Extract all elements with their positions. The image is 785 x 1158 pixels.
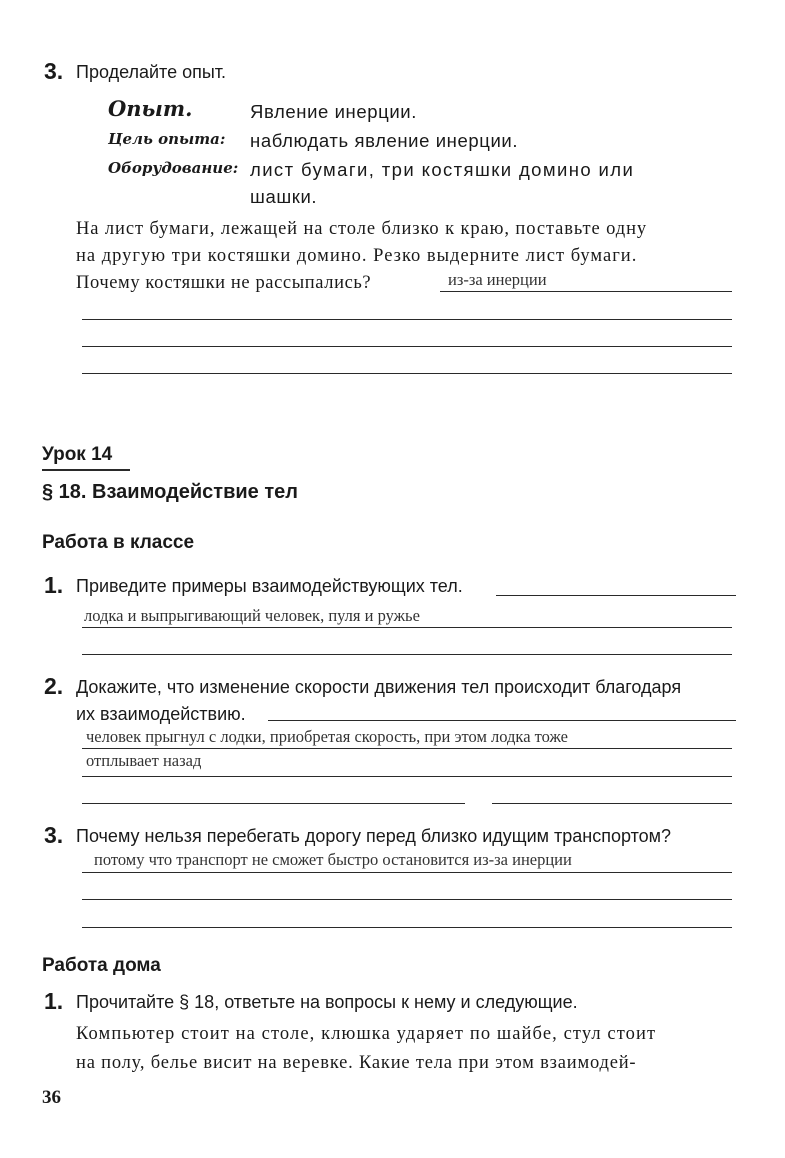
question-number: 2. bbox=[44, 673, 64, 699]
experiment-value: Явление инерции. bbox=[250, 101, 417, 122]
answer-line bbox=[268, 720, 736, 721]
answer-line bbox=[496, 595, 736, 596]
task-prompt: Проделайте опыт. bbox=[76, 62, 227, 82]
task-number: 3. bbox=[44, 58, 64, 84]
answer-line bbox=[82, 776, 732, 777]
answer-line bbox=[82, 927, 732, 928]
paragraph-line-3: Почему костяшки не рассыпались? bbox=[76, 273, 372, 293]
section-title: § 18. Взаимодействие тел bbox=[42, 481, 298, 503]
answer-line bbox=[82, 872, 732, 873]
question-text: Почему нельзя перебегать дорогу перед близко идущим транспортом? bbox=[76, 826, 672, 846]
page-number: 36 bbox=[42, 1087, 61, 1108]
equipment-label: Оборудование: bbox=[108, 159, 239, 177]
lesson-underline bbox=[42, 469, 130, 471]
answer-line bbox=[82, 319, 732, 320]
paragraph-line-1: На лист бумаги, лежащей на столе близко к краю, поставьте одну bbox=[76, 219, 648, 239]
answer-line bbox=[440, 291, 732, 292]
question-text-line-2: их взаимодействию. bbox=[76, 704, 246, 724]
question-text: Приведите примеры взаимодействующих тел. bbox=[76, 576, 463, 596]
classwork-heading: Работа в классе bbox=[42, 532, 195, 553]
answer-line bbox=[82, 627, 732, 628]
handwritten-answer-line-1: человек прыгнул с лодки, приобретая скорость, при этом лодка тоже bbox=[86, 727, 568, 746]
homework-heading: Работа дома bbox=[42, 955, 161, 976]
lesson-title: Урок 14 bbox=[42, 444, 113, 465]
answer-line bbox=[82, 803, 465, 804]
homework-paragraph-line-2: на полу, белье висит на веревке. Какие тела при этом взаимодей- bbox=[76, 1053, 637, 1073]
handwritten-answer: потому что транспорт не сможет быстро остановится из-за инерции bbox=[94, 850, 572, 869]
question-text-line-1: Докажите, что изменение скорости движения тел происходит благодаря bbox=[76, 677, 682, 697]
handwritten-answer: из-за инерции bbox=[448, 270, 547, 289]
question-number: 3. bbox=[44, 822, 64, 848]
experiment-label: Опыт. bbox=[108, 96, 193, 121]
answer-line bbox=[82, 654, 732, 655]
question-number: 1. bbox=[44, 988, 64, 1014]
question-text: Прочитайте § 18, ответьте на вопросы к нему и следующие. bbox=[76, 992, 578, 1012]
paragraph-line-2: на другую три костяшки домино. Резко выдерните лист бумаги. bbox=[76, 246, 638, 266]
goal-label: Цель опыта: bbox=[108, 130, 226, 148]
answer-line bbox=[82, 899, 732, 900]
equipment-line-1: лист бумаги, три костяшки домино или bbox=[250, 159, 635, 180]
answer-line bbox=[492, 803, 732, 804]
answer-line bbox=[82, 748, 732, 749]
answer-line bbox=[82, 346, 732, 347]
equipment-line-2: шашки. bbox=[250, 186, 318, 207]
homework-paragraph-line-1: Компьютер стоит на столе, клюшка ударяет по шайбе, стул стоит bbox=[76, 1024, 657, 1044]
answer-line bbox=[82, 373, 732, 374]
goal-value: наблюдать явление инерции. bbox=[250, 130, 519, 151]
handwritten-answer: лодка и выпрыгивающий человек, пуля и ружье bbox=[84, 606, 420, 625]
question-number: 1. bbox=[44, 572, 64, 598]
handwritten-answer-line-2: отплывает назад bbox=[86, 751, 202, 770]
